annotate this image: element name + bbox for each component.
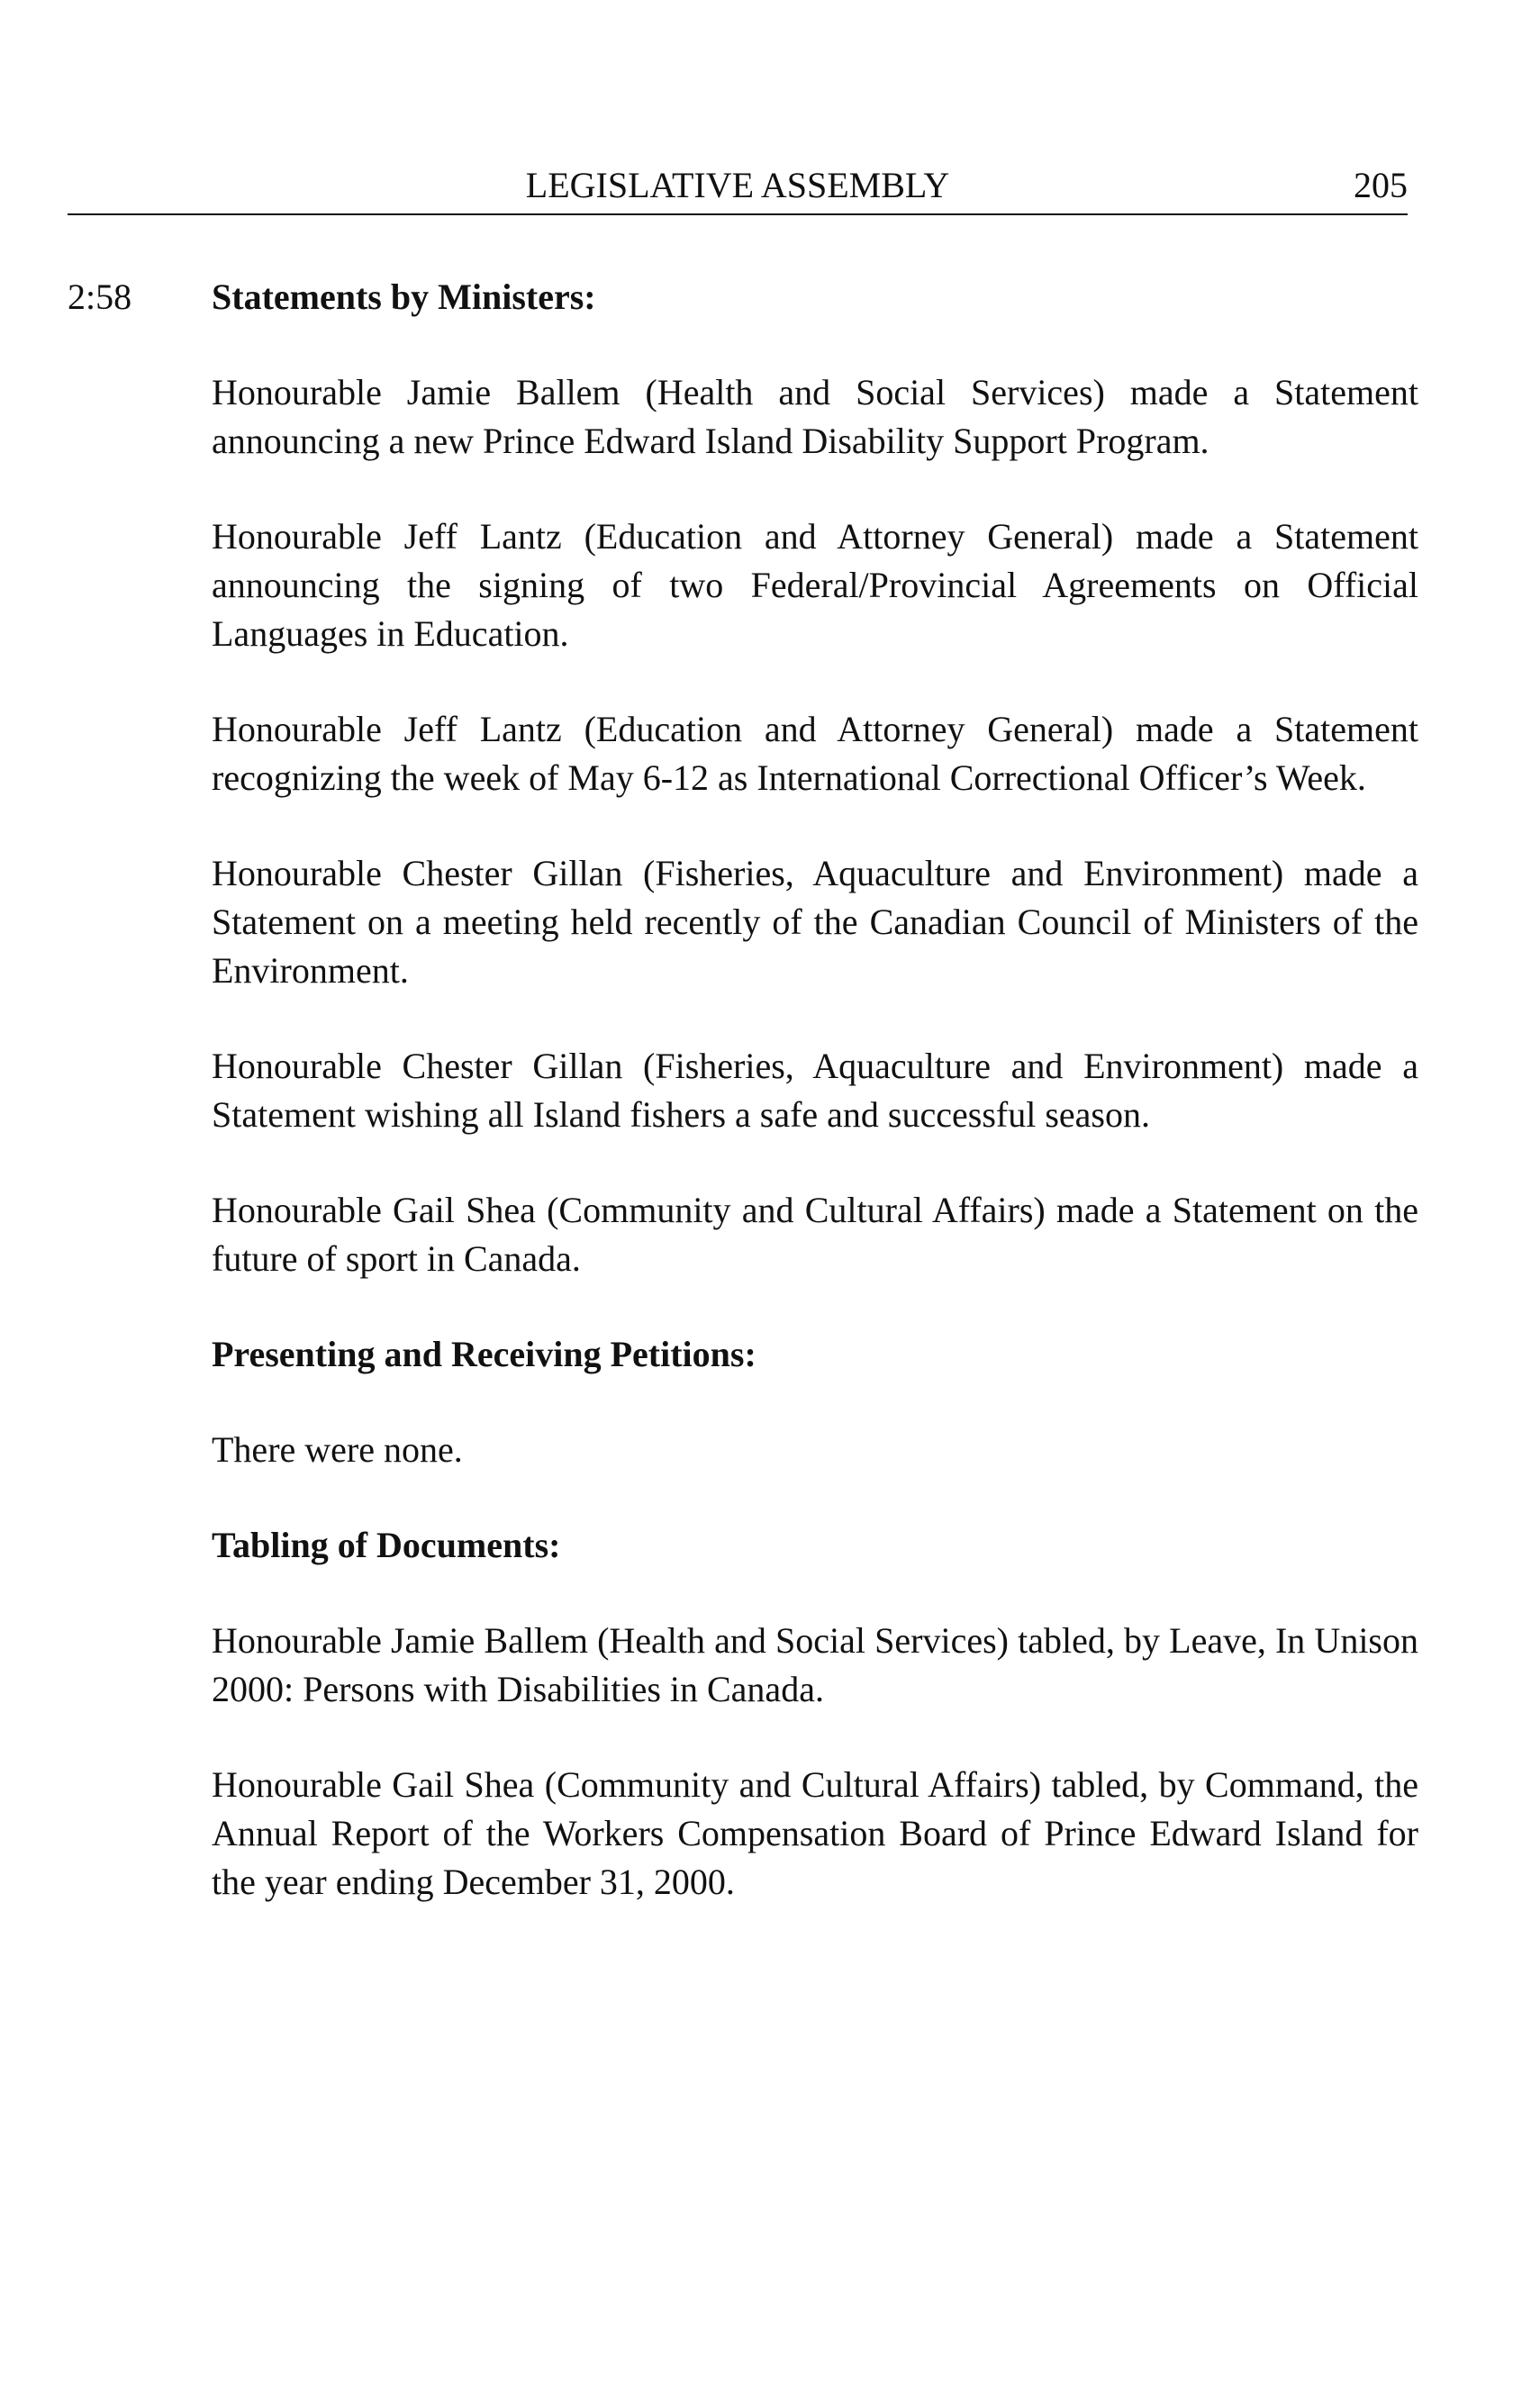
section-heading-statements: Statements by Ministers: [212, 276, 596, 317]
paragraph: Honourable Jamie Ballem (Health and Social Services) made a Statement announcing a new Prince Edward Island Disability Support Program. [212, 372, 1418, 461]
header-rule [68, 213, 1408, 215]
paragraph: Honourable Gail Shea (Community and Cultural Affairs) tabled, by Command, the Annual Report of the Workers Compensation Board of Prince Edward Island for the year ending December 31, 2000. [212, 1764, 1418, 1902]
section-heading-tabling: Tabling of Documents: [212, 1525, 561, 1565]
paragraph: Honourable Jamie Ballem (Health and Social Services) tabled, by Leave, In Unison 2000: Persons with Disabilities in Canada. [212, 1620, 1418, 1709]
document-body [212, 273, 1418, 1907]
paragraph: Honourable Jeff Lantz (Education and Attorney General) made a Statement recognizing the week of May 6-12 as International Correctional Officer’s Week. [212, 709, 1418, 798]
paragraph: There were none. [212, 1429, 463, 1470]
paragraph: Honourable Jeff Lantz (Education and Attorney General) made a Statement announcing the signing of two Federal/Provincial Agreements on Official Languages in Education. [212, 516, 1418, 654]
paragraph: Honourable Chester Gillan (Fisheries, Aquaculture and Environment) made a Statement on a meeting held recently of the Canadian Council of Ministers of the Environment. [212, 853, 1418, 991]
paragraph: Honourable Gail Shea (Community and Cultural Affairs) made a Statement on the future of sport in Canada. [212, 1190, 1418, 1279]
paragraph: Honourable Chester Gillan (Fisheries, Aquaculture and Environment) made a Statement wishing all Island fishers a safe and successful season. [212, 1046, 1418, 1135]
section-heading-petitions: Presenting and Receiving Petitions: [212, 1334, 756, 1374]
page-number: 205 [1354, 165, 1408, 205]
header-title: LEGISLATIVE ASSEMBLY [525, 165, 950, 205]
time-stamp: 2:58 [68, 276, 132, 317]
